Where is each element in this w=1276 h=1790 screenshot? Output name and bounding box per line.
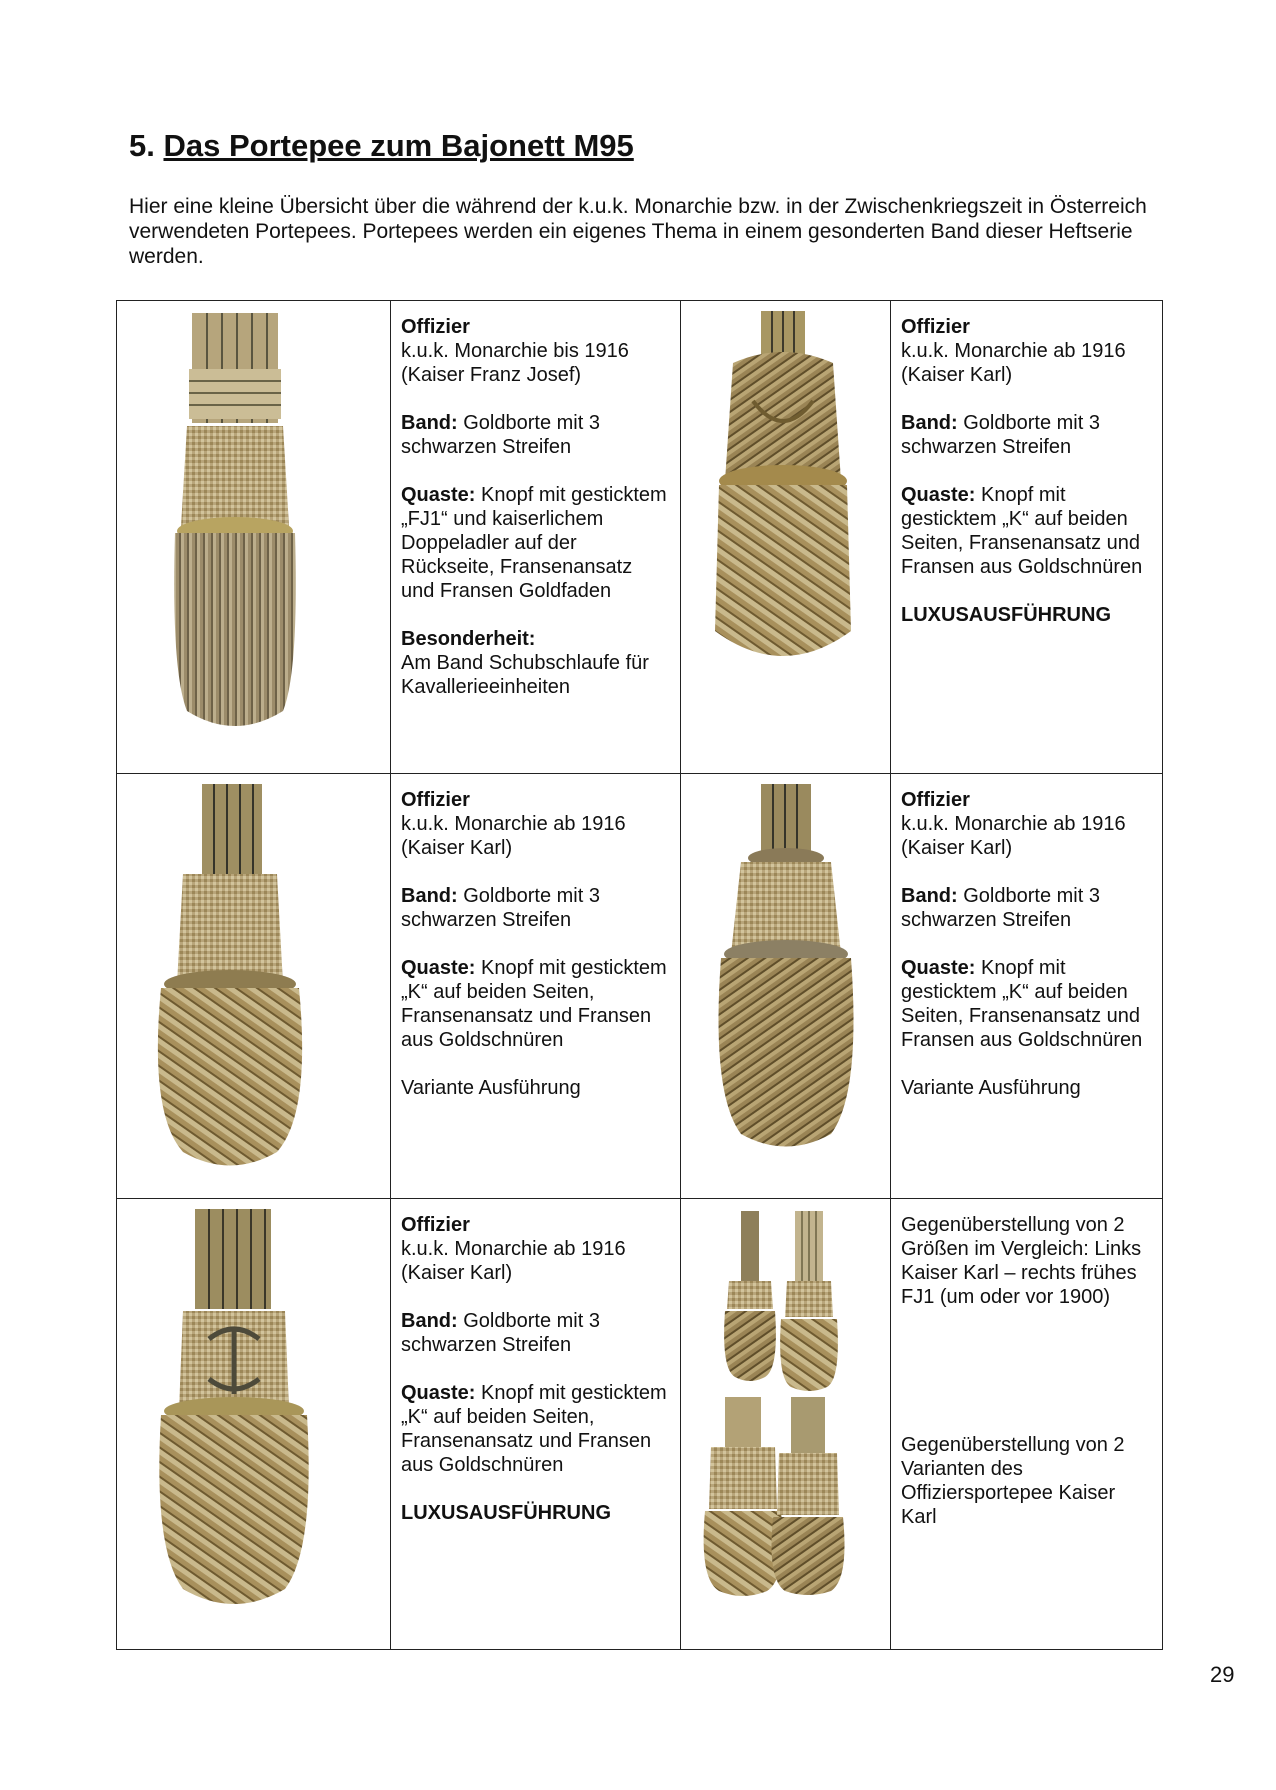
entry-title: Offizier: [401, 789, 470, 811]
special-label: Besonderheit:: [401, 628, 536, 650]
entry-title: Offizier: [901, 789, 970, 811]
portepee-photo-karl-variant-1: [117, 774, 391, 1198]
entry-cell: [391, 1199, 681, 1650]
entry-period: k.u.k. Monarchie ab 1916: [401, 1238, 626, 1260]
entry-ruler: (Kaiser Karl): [401, 1262, 513, 1284]
intro-paragraph: Hier eine kleine Übersicht über die während der k.u.k. Monarchie bzw. in der Zwischenkriegszeit in Österreich verwendeten Portepees. Portepees werden ein eigenes Thema in einem gesonderten Band dieser Heftserie werden.: [129, 195, 1147, 268]
comparison-photo-variants: [704, 1397, 845, 1596]
quaste-label: Quaste:: [401, 484, 476, 506]
entry-cell: [891, 774, 1163, 1199]
comparison-cell: [891, 1199, 1163, 1650]
band-label: Band:: [401, 412, 458, 434]
special-text: Am Band Schubschlaufe für Kavallerieeinheiten: [401, 652, 649, 698]
entry-ruler: (Kaiser Karl): [401, 837, 513, 859]
entry-period: k.u.k. Monarchie ab 1916: [401, 813, 626, 835]
image-cell: [681, 774, 891, 1199]
portepee-photo-karl-luxus-2: [117, 1199, 391, 1649]
entry-note: LUXUSAUSFÜHRUNG: [901, 604, 1111, 626]
image-cell: [117, 301, 391, 774]
image-cell: [117, 1199, 391, 1650]
quaste-text: Knopf mit gesticktem „K“ auf beiden Seiten, Fransenansatz und Fransen aus Goldschnüren: [401, 957, 667, 1051]
entry-period: k.u.k. Monarchie ab 1916: [901, 813, 1126, 835]
entry-note: Variante Ausführung: [401, 1077, 581, 1099]
band-text: Goldborte mit 3 schwarzen Streifen: [401, 1310, 600, 1356]
entry-cell: [391, 301, 681, 774]
portepee-photo-karl-variant-2: [681, 774, 891, 1198]
quaste-label: Quaste:: [401, 957, 476, 979]
entry-cell: [891, 301, 1163, 774]
band-text: Goldborte mit 3 schwarzen Streifen: [401, 412, 600, 458]
band-label: Band:: [401, 885, 458, 907]
band-label: Band:: [401, 1310, 458, 1332]
band-label: Band:: [901, 412, 958, 434]
quaste-text: Knopf mit gesticktem „K“ auf beiden Seiten, Fransenansatz und Fransen aus Goldschnüren: [901, 957, 1143, 1051]
portepee-photo-karl-luxus: [681, 301, 891, 773]
section-title: Das Portepee zum Bajonett M95: [163, 128, 634, 163]
comparison-photo-sizes: [724, 1211, 838, 1391]
image-cell: [681, 301, 891, 774]
entry-ruler: (Kaiser Karl): [901, 364, 1013, 386]
comparison-text-1: Gegenüberstellung von 2 Größen im Vergleich: Links Kaiser Karl – rechts frühes FJ1 (um oder vor 1900): [901, 1214, 1142, 1308]
entry-note: LUXUSAUSFÜHRUNG: [401, 1502, 611, 1524]
quaste-text: Knopf mit gesticktem „K“ auf beiden Seiten, Fransenansatz und Fransen aus Goldschnüren: [901, 484, 1143, 578]
entry-ruler: (Kaiser Franz Josef): [401, 364, 582, 386]
portepee-table: [116, 300, 1163, 1650]
quaste-text: Knopf mit gesticktem „FJ1“ und kaiserlichem Doppeladler auf der Rückseite, Fransenansatz und Fransen Goldfaden: [401, 484, 667, 602]
entry-note: Variante Ausführung: [901, 1077, 1081, 1099]
comparison-photos: [681, 1199, 891, 1649]
table-row: [117, 774, 1163, 1199]
entry-cell: [391, 774, 681, 1199]
portepee-photo-fj1: [117, 301, 391, 773]
quaste-label: Quaste:: [901, 484, 976, 506]
entry-period: k.u.k. Monarchie ab 1916: [901, 340, 1126, 362]
table-row: [117, 301, 1163, 774]
table-row: [117, 1199, 1163, 1650]
image-cell: [117, 774, 391, 1199]
entry-title: Offizier: [401, 1214, 470, 1236]
quaste-label: Quaste:: [901, 957, 976, 979]
quaste-text: Knopf mit gesticktem „K“ auf beiden Seiten, Fransenansatz und Fransen aus Goldschnüren: [401, 1382, 667, 1476]
entry-title: Offizier: [401, 316, 470, 338]
entry-title: Offizier: [901, 316, 970, 338]
quaste-label: Quaste:: [401, 1382, 476, 1404]
entry-period: k.u.k. Monarchie bis 1916: [401, 340, 629, 362]
page-number: 29: [1210, 1662, 1235, 1687]
image-cell: [681, 1199, 891, 1650]
section-number: 5.: [129, 128, 155, 163]
band-label: Band:: [901, 885, 958, 907]
comparison-text-2: Gegenüberstellung von 2 Varianten des Offiziersportepee Kaiser Karl: [901, 1434, 1125, 1528]
band-text: Goldborte mit 3 schwarzen Streifen: [401, 885, 600, 931]
section-heading: [129, 128, 634, 164]
band-text: Goldborte mit 3 schwarzen Streifen: [901, 412, 1100, 458]
entry-ruler: (Kaiser Karl): [901, 837, 1013, 859]
band-text: Goldborte mit 3 schwarzen Streifen: [901, 885, 1100, 931]
